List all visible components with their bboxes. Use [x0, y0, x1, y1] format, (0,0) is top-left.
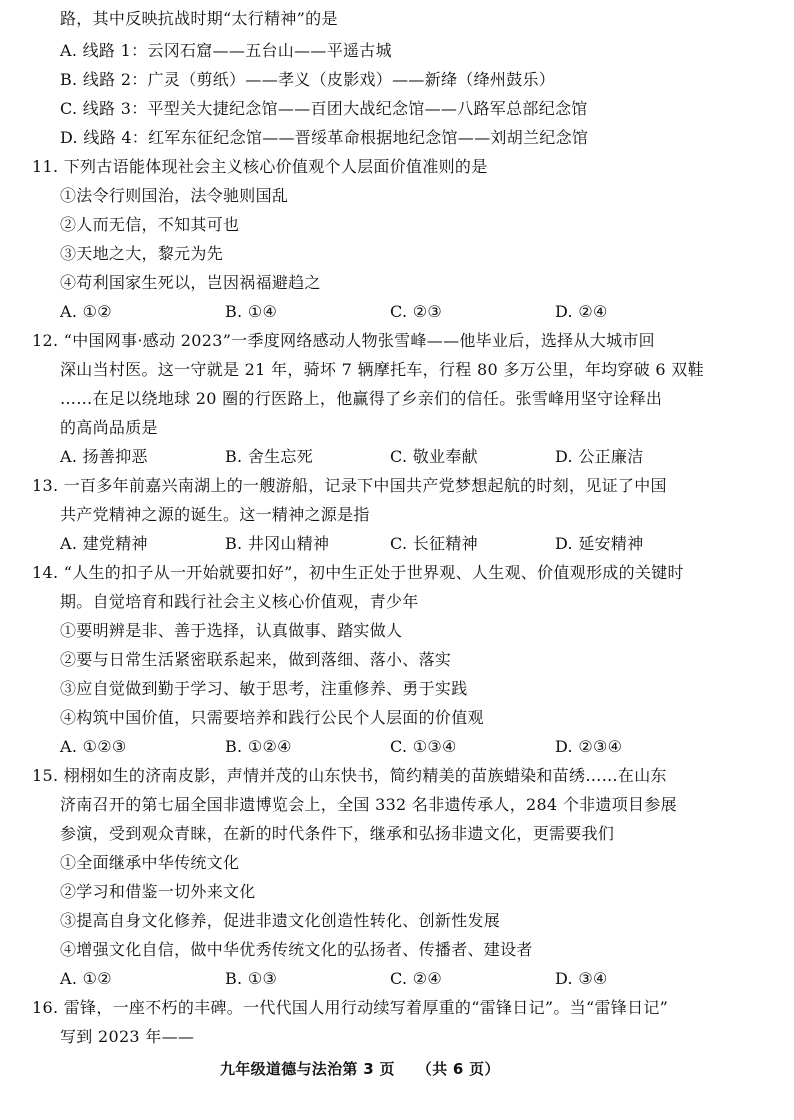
q15-item-2: ②学习和借鉴一切外来文化 — [60, 882, 256, 901]
q15-option-c: C. ②④ — [390, 969, 443, 988]
q13-stem-line-2: 共产党精神之源的诞生。这一精神之源是指 — [60, 505, 370, 524]
page-footer — [220, 1058, 500, 1080]
q11-stem: 11. 下列古语能体现社会主义核心价值观个人层面价值准则的是 — [32, 157, 488, 176]
q10-option-c: C. 线路 3：平型关大捷纪念馆——百团大战纪念馆——八路军总部纪念馆 — [60, 99, 588, 118]
q14-option-b: B. ①②④ — [225, 737, 292, 756]
q13-option-c: C. 长征精神 — [390, 534, 478, 553]
q16-stem-line-1: 16. 雷锋，一座不朽的丰碑。一代代国人用行动续写着厚重的“雷锋日记”。当“雷锋日记” — [32, 998, 669, 1017]
q11-options — [60, 301, 740, 323]
q15-option-b: B. ①③ — [225, 969, 278, 988]
q15-stem-line-2: 济南召开的第七届全国非遗博览会上，全国 332 名非遗传承人，284 个非遗项目参展 — [60, 795, 677, 814]
q15-item-1: ①全面继承中华传统文化 — [60, 853, 240, 872]
q11-option-a: A. ①② — [60, 302, 112, 321]
q14-options — [60, 736, 740, 758]
q13-option-b: B. 井冈山精神 — [225, 534, 330, 553]
q14-option-a: A. ①②③ — [60, 737, 127, 756]
q14-item-4: ④构筑中国价值，只需要培养和践行公民个人层面的价值观 — [60, 708, 484, 727]
q14-option-c: C. ①③④ — [390, 737, 457, 756]
q12-options — [60, 446, 740, 468]
q10-option-d: D. 线路 4：红军东征纪念馆——晋绥革命根据地纪念馆——刘胡兰纪念馆 — [60, 128, 589, 147]
q12-option-d: D. 公正廉洁 — [555, 447, 644, 466]
q14-item-2: ②要与日常生活紧密联系起来，做到落细、落小、落实 — [60, 650, 452, 669]
q15-stem-line-3: 参演，受到观众青睐，在新的时代条件下，继承和弘扬非遗文化，更需要我们 — [60, 824, 615, 843]
q15-stem-line-1: 15. 栩栩如生的济南皮影，声情并茂的山东快书，简约精美的苗族蜡染和苗绣……在山东 — [32, 766, 667, 785]
q14-item-1: ①要明辨是非、善于选择，认真做事、踏实做人 — [60, 621, 403, 640]
q11-option-b: B. ①④ — [225, 302, 278, 321]
q12-stem-line-2: 深山当村医。这一守就是 21 年，骑坏 7 辆摩托车，行程 80 多万公里，年均穿破 6 双鞋 — [60, 360, 704, 379]
q15-options — [60, 968, 740, 990]
q15-item-3: ③提高自身文化修养，促进非遗文化创造性转化、创新性发展 — [60, 911, 501, 930]
page-total: （共 6 页） — [416, 1060, 500, 1078]
q13-option-d: D. 延安精神 — [555, 534, 644, 553]
q13-option-a: A. 建党精神 — [60, 534, 148, 553]
q14-item-3: ③应自觉做到勤于学习、敏于思考，注重修养、勇于实践 — [60, 679, 468, 698]
q11-option-d: D. ②④ — [555, 302, 608, 321]
q13-stem-line-1: 13. 一百多年前嘉兴南湖上的一艘游船，记录下中国共产党梦想起航的时刻，见证了中国 — [32, 476, 667, 495]
q10-option-b: B. 线路 2：广灵（剪纸）——孝义（皮影戏）——新绛（绛州鼓乐） — [60, 70, 556, 89]
q11-item-1: ①法令行则国治，法令驰则国乱 — [60, 186, 289, 205]
q14-option-d: D. ②③④ — [555, 737, 623, 756]
q12-option-a: A. 扬善抑恶 — [60, 447, 148, 466]
q10-option-a: A. 线路 1：云冈石窟——五台山——平遥古城 — [60, 41, 392, 60]
q13-options — [60, 533, 740, 555]
q14-stem-line-2: 期。自觉培育和践行社会主义核心价值观，青少年 — [60, 592, 419, 611]
q14-stem-line-1: 14. “人生的扣子从一开始就要扣好”，初中生正处于世界观、人生观、价值观形成的关键时 — [32, 563, 684, 582]
q11-item-4: ④苟利国家生死以，岂因祸福避趋之 — [60, 273, 321, 292]
q10-stem-tail: 路，其中反映抗战时期“太行精神”的是 — [60, 9, 338, 28]
q11-option-c: C. ②③ — [390, 302, 443, 321]
q15-option-a: A. ①② — [60, 969, 112, 988]
q15-item-4: ④增强文化自信，做中华优秀传统文化的弘扬者、传播者、建设者 — [60, 940, 533, 959]
q11-item-2: ②人而无信，不知其可也 — [60, 215, 240, 234]
q12-stem-line-4: 的高尚品质是 — [60, 418, 158, 437]
q12-stem-line-3: ……在足以绕地球 20 圈的行医路上，他赢得了乡亲们的信任。张雪峰用坚守诠释出 — [60, 389, 663, 408]
page-number: 九年级道德与法治第 3 页 — [220, 1060, 395, 1078]
q12-stem-line-1: 12. “中国网事·感动 2023”一季度网络感动人物张雪峰——他毕业后，选择从大城市回 — [32, 331, 655, 350]
q16-stem-line-2: 写到 2023 年—— — [60, 1027, 195, 1046]
q12-option-b: B. 舍生忘死 — [225, 447, 314, 466]
q12-option-c: C. 敬业奉献 — [390, 447, 478, 466]
q11-item-3: ③天地之大，黎元为先 — [60, 244, 224, 263]
q15-option-d: D. ③④ — [555, 969, 608, 988]
